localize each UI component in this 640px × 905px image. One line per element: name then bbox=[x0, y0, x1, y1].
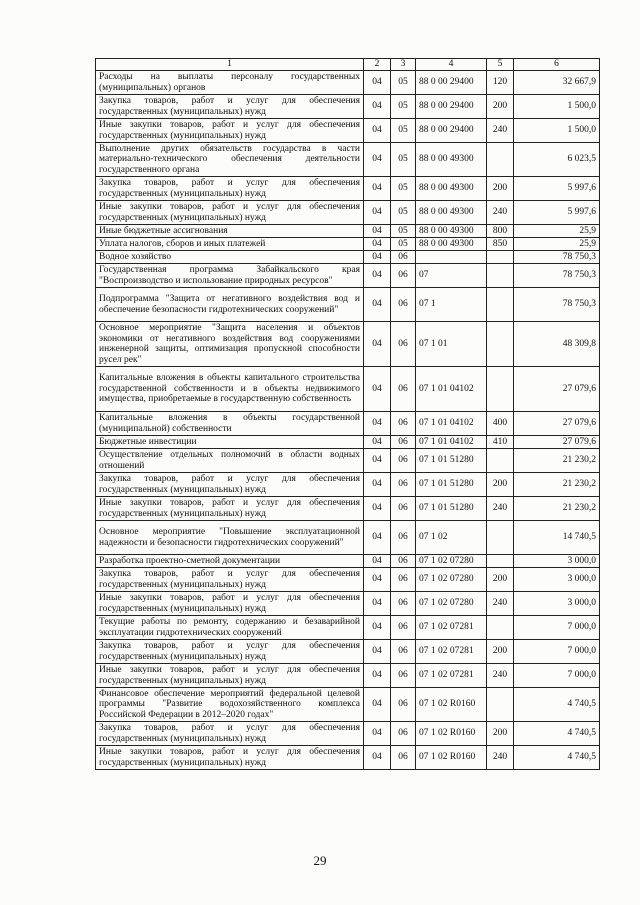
section-code: 04 bbox=[364, 555, 391, 568]
table-row bbox=[96, 746, 600, 770]
expense-item-name: Основное мероприятие "Защита населения и объектов экономики от негативного воздействия вод сооружениями инженерной защиты, оптимизация пропускной способности русел рек" bbox=[96, 322, 364, 367]
subsection-code: 05 bbox=[391, 95, 416, 119]
subsection-code: 06 bbox=[391, 688, 416, 722]
expense-type-code: 240 bbox=[487, 592, 514, 616]
amount-value: 78 750,3 bbox=[514, 264, 600, 288]
table-row bbox=[96, 473, 600, 497]
amount-value: 4 740,5 bbox=[514, 688, 600, 722]
amount-value: 1 500,0 bbox=[514, 119, 600, 143]
section-code: 04 bbox=[364, 225, 391, 238]
expense-item-name: Капитальные вложения в объекты капитального строительства государственной собственности и в объекты недвижимого имущества, приобретаемые в государственную собственность bbox=[96, 367, 364, 412]
section-code: 04 bbox=[364, 449, 391, 473]
subsection-code: 06 bbox=[391, 616, 416, 640]
section-code: 04 bbox=[364, 412, 391, 436]
target-article-code: 88 0 00 49300 bbox=[416, 201, 487, 225]
section-code: 04 bbox=[364, 119, 391, 143]
subsection-code: 06 bbox=[391, 664, 416, 688]
section-code: 04 bbox=[364, 592, 391, 616]
target-article-code: 88 0 00 49300 bbox=[416, 238, 487, 251]
table-row bbox=[96, 436, 600, 449]
subsection-code: 06 bbox=[391, 568, 416, 592]
expense-type-code bbox=[487, 367, 514, 412]
expense-type-code: 200 bbox=[487, 95, 514, 119]
section-code: 04 bbox=[364, 497, 391, 521]
section-code: 04 bbox=[364, 473, 391, 497]
subsection-code: 06 bbox=[391, 521, 416, 555]
table-row bbox=[96, 71, 600, 95]
table-row bbox=[96, 412, 600, 436]
target-article-code: 07 1 02 R0160 bbox=[416, 746, 487, 770]
expense-type-code bbox=[487, 616, 514, 640]
table-row bbox=[96, 251, 600, 264]
table-row bbox=[96, 521, 600, 555]
table-row bbox=[96, 497, 600, 521]
table-row bbox=[96, 288, 600, 322]
section-code: 04 bbox=[364, 71, 391, 95]
target-article-code: 07 1 02 R0160 bbox=[416, 722, 487, 746]
target-article-code: 88 0 00 29400 bbox=[416, 119, 487, 143]
expense-item-name: Водное хозяйство bbox=[96, 251, 364, 264]
target-article-code: 88 0 00 29400 bbox=[416, 95, 487, 119]
expense-type-code bbox=[487, 322, 514, 367]
subsection-code: 06 bbox=[391, 449, 416, 473]
table-row bbox=[96, 367, 600, 412]
table-row bbox=[96, 201, 600, 225]
expense-type-code: 410 bbox=[487, 436, 514, 449]
subsection-code: 06 bbox=[391, 640, 416, 664]
expense-item-name: Закупка товаров, работ и услуг для обеспечения государственных (муниципальных) нужд bbox=[96, 177, 364, 201]
subsection-code: 06 bbox=[391, 412, 416, 436]
target-article-code: 88 0 00 29400 bbox=[416, 71, 487, 95]
target-article-code: 07 1 01 04102 bbox=[416, 367, 487, 412]
section-code: 04 bbox=[364, 367, 391, 412]
section-code: 04 bbox=[364, 322, 391, 367]
subsection-code: 06 bbox=[391, 592, 416, 616]
amount-value: 21 230,2 bbox=[514, 497, 600, 521]
target-article-code: 07 1 02 07280 bbox=[416, 592, 487, 616]
expense-type-code: 240 bbox=[487, 497, 514, 521]
column-header-3: 3 bbox=[391, 59, 416, 71]
table-row bbox=[96, 592, 600, 616]
amount-value: 21 230,2 bbox=[514, 473, 600, 497]
target-article-code: 88 0 00 49300 bbox=[416, 143, 487, 177]
expense-type-code: 800 bbox=[487, 225, 514, 238]
subsection-code: 06 bbox=[391, 251, 416, 264]
target-article-code: 07 bbox=[416, 264, 487, 288]
subsection-code: 05 bbox=[391, 177, 416, 201]
table-row bbox=[96, 238, 600, 251]
column-header-4: 4 bbox=[416, 59, 487, 71]
section-code: 04 bbox=[364, 143, 391, 177]
amount-value: 78 750,3 bbox=[514, 288, 600, 322]
target-article-code: 07 1 bbox=[416, 288, 487, 322]
column-header-5: 5 bbox=[487, 59, 514, 71]
expense-item-name: Подпрограмма "Защита от негативного воздействия вод и обеспечение безопасности гидротехнических сооружений" bbox=[96, 288, 364, 322]
table-row bbox=[96, 264, 600, 288]
amount-value: 4 740,5 bbox=[514, 722, 600, 746]
column-header-6: 6 bbox=[514, 59, 600, 71]
amount-value: 5 997,6 bbox=[514, 177, 600, 201]
section-code: 04 bbox=[364, 177, 391, 201]
budget-table bbox=[95, 58, 600, 770]
subsection-code: 06 bbox=[391, 746, 416, 770]
subsection-code: 06 bbox=[391, 288, 416, 322]
expense-item-name: Иные бюджетные ассигнования bbox=[96, 225, 364, 238]
table-row bbox=[96, 688, 600, 722]
expense-type-code: 200 bbox=[487, 473, 514, 497]
expense-type-code bbox=[487, 264, 514, 288]
section-code: 04 bbox=[364, 746, 391, 770]
amount-value: 48 309,8 bbox=[514, 322, 600, 367]
expense-type-code bbox=[487, 288, 514, 322]
subsection-code: 06 bbox=[391, 264, 416, 288]
section-code: 04 bbox=[364, 238, 391, 251]
target-article-code: 07 1 02 07280 bbox=[416, 568, 487, 592]
target-article-code: 07 1 02 bbox=[416, 521, 487, 555]
subsection-code: 05 bbox=[391, 238, 416, 251]
target-article-code: 07 1 01 bbox=[416, 322, 487, 367]
subsection-code: 05 bbox=[391, 143, 416, 177]
expense-type-code bbox=[487, 688, 514, 722]
amount-value: 7 000,0 bbox=[514, 616, 600, 640]
page-number: 29 bbox=[313, 853, 327, 868]
amount-value: 25,9 bbox=[514, 225, 600, 238]
target-article-code: 07 1 02 07281 bbox=[416, 664, 487, 688]
section-code: 04 bbox=[364, 664, 391, 688]
section-code: 04 bbox=[364, 201, 391, 225]
section-code: 04 bbox=[364, 640, 391, 664]
section-code: 04 bbox=[364, 521, 391, 555]
expense-item-name: Закупка товаров, работ и услуг для обеспечения государственных (муниципальных) нужд bbox=[96, 722, 364, 746]
table-row bbox=[96, 119, 600, 143]
expense-type-code bbox=[487, 143, 514, 177]
subsection-code: 06 bbox=[391, 473, 416, 497]
table-body bbox=[96, 71, 600, 770]
expense-type-code bbox=[487, 521, 514, 555]
target-article-code: 07 1 01 51280 bbox=[416, 497, 487, 521]
amount-value: 3 000,0 bbox=[514, 555, 600, 568]
column-header-1: 1 bbox=[96, 59, 364, 71]
section-code: 04 bbox=[364, 688, 391, 722]
amount-value: 27 079,6 bbox=[514, 367, 600, 412]
section-code: 04 bbox=[364, 288, 391, 322]
expense-type-code: 240 bbox=[487, 119, 514, 143]
expense-item-name: Иные закупки товаров, работ и услуг для обеспечения государственных (муниципальных) нужд bbox=[96, 119, 364, 143]
subsection-code: 05 bbox=[391, 225, 416, 238]
target-article-code: 07 1 01 04102 bbox=[416, 436, 487, 449]
column-header-2: 2 bbox=[364, 59, 391, 71]
amount-value: 14 740,5 bbox=[514, 521, 600, 555]
expense-item-name: Иные закупки товаров, работ и услуг для обеспечения государственных (муниципальных) нужд bbox=[96, 746, 364, 770]
expense-item-name: Государственная программа Забайкальского края "Воспроизводство и использование природных ресурсов" bbox=[96, 264, 364, 288]
amount-value: 78 750,3 bbox=[514, 251, 600, 264]
column-number-row bbox=[96, 59, 600, 71]
section-code: 04 bbox=[364, 264, 391, 288]
expense-type-code: 850 bbox=[487, 238, 514, 251]
subsection-code: 06 bbox=[391, 436, 416, 449]
table-row bbox=[96, 664, 600, 688]
amount-value: 7 000,0 bbox=[514, 640, 600, 664]
subsection-code: 06 bbox=[391, 367, 416, 412]
target-article-code: 07 1 01 51280 bbox=[416, 449, 487, 473]
expense-item-name: Бюджетные инвестиции bbox=[96, 436, 364, 449]
subsection-code: 06 bbox=[391, 555, 416, 568]
table-row bbox=[96, 177, 600, 201]
expense-type-code bbox=[487, 251, 514, 264]
target-article-code: 07 1 02 R0160 bbox=[416, 688, 487, 722]
table-row bbox=[96, 616, 600, 640]
section-code: 04 bbox=[364, 436, 391, 449]
subsection-code: 05 bbox=[391, 201, 416, 225]
table-row bbox=[96, 640, 600, 664]
expense-item-name: Закупка товаров, работ и услуг для обеспечения государственных (муниципальных) нужд bbox=[96, 568, 364, 592]
subsection-code: 06 bbox=[391, 722, 416, 746]
amount-value: 21 230,2 bbox=[514, 449, 600, 473]
section-code: 04 bbox=[364, 616, 391, 640]
expense-type-code: 120 bbox=[487, 71, 514, 95]
expense-item-name: Текущие работы по ремонту, содержанию и безаварийной эксплуатации гидротехнических сооружений bbox=[96, 616, 364, 640]
table-row bbox=[96, 322, 600, 367]
amount-value: 6 023,5 bbox=[514, 143, 600, 177]
table-row bbox=[96, 95, 600, 119]
section-code: 04 bbox=[364, 251, 391, 264]
expense-item-name: Иные закупки товаров, работ и услуг для обеспечения государственных (муниципальных) нужд bbox=[96, 201, 364, 225]
expense-type-code: 240 bbox=[487, 746, 514, 770]
target-article-code: 88 0 00 49300 bbox=[416, 177, 487, 201]
expense-item-name: Разработка проектно-сметной документации bbox=[96, 555, 364, 568]
table-row bbox=[96, 449, 600, 473]
expense-item-name: Капитальные вложения в объекты государственной (муниципальной) собственности bbox=[96, 412, 364, 436]
target-article-code: 07 1 02 07281 bbox=[416, 616, 487, 640]
expense-type-code: 240 bbox=[487, 201, 514, 225]
target-article-code bbox=[416, 251, 487, 264]
amount-value: 3 000,0 bbox=[514, 592, 600, 616]
target-article-code: 07 1 01 04102 bbox=[416, 412, 487, 436]
amount-value: 4 740,5 bbox=[514, 746, 600, 770]
expense-item-name: Иные закупки товаров, работ и услуг для обеспечения государственных (муниципальных) нужд bbox=[96, 664, 364, 688]
section-code: 04 bbox=[364, 722, 391, 746]
table-row bbox=[96, 225, 600, 238]
expense-item-name: Иные закупки товаров, работ и услуг для обеспечения государственных (муниципальных) нужд bbox=[96, 497, 364, 521]
expense-type-code: 400 bbox=[487, 412, 514, 436]
expense-item-name: Осуществление отдельных полномочий в области водных отношений bbox=[96, 449, 364, 473]
subsection-code: 06 bbox=[391, 322, 416, 367]
expense-type-code: 200 bbox=[487, 177, 514, 201]
expense-item-name: Расходы на выплаты персоналу государственных (муниципальных) органов bbox=[96, 71, 364, 95]
target-article-code: 07 1 02 07280 bbox=[416, 555, 487, 568]
expense-type-code: 200 bbox=[487, 568, 514, 592]
expense-item-name: Закупка товаров, работ и услуг для обеспечения государственных (муниципальных) нужд bbox=[96, 640, 364, 664]
expense-item-name: Иные закупки товаров, работ и услуг для обеспечения государственных (муниципальных) нужд bbox=[96, 592, 364, 616]
section-code: 04 bbox=[364, 568, 391, 592]
subsection-code: 06 bbox=[391, 497, 416, 521]
subsection-code: 05 bbox=[391, 71, 416, 95]
amount-value: 32 667,9 bbox=[514, 71, 600, 95]
expense-type-code: 200 bbox=[487, 722, 514, 746]
amount-value: 27 079,6 bbox=[514, 436, 600, 449]
amount-value: 27 079,6 bbox=[514, 412, 600, 436]
amount-value: 25,9 bbox=[514, 238, 600, 251]
expense-item-name: Закупка товаров, работ и услуг для обеспечения государственных (муниципальных) нужд bbox=[96, 95, 364, 119]
expense-type-code bbox=[487, 449, 514, 473]
expense-item-name: Закупка товаров, работ и услуг для обеспечения государственных (муниципальных) нужд bbox=[96, 473, 364, 497]
target-article-code: 88 0 00 49300 bbox=[416, 225, 487, 238]
amount-value: 5 997,6 bbox=[514, 201, 600, 225]
table-row bbox=[96, 568, 600, 592]
target-article-code: 07 1 02 07281 bbox=[416, 640, 487, 664]
subsection-code: 05 bbox=[391, 119, 416, 143]
expense-item-name: Финансовое обеспечение мероприятий федеральной целевой программы "Развитие водохозяйственного комплекса Российской Федерации в 2012–2020 годах" bbox=[96, 688, 364, 722]
expense-item-name: Выполнение других обязательств государства в части материально-технического обеспечения деятельности государственного органа bbox=[96, 143, 364, 177]
section-code: 04 bbox=[364, 95, 391, 119]
amount-value: 7 000,0 bbox=[514, 664, 600, 688]
expense-type-code: 240 bbox=[487, 664, 514, 688]
expense-type-code: 200 bbox=[487, 640, 514, 664]
table-row bbox=[96, 143, 600, 177]
target-article-code: 07 1 01 51280 bbox=[416, 473, 487, 497]
expense-item-name: Основное мероприятие "Повышение эксплуатационной надежности и безопасности гидротехнических сооружений" bbox=[96, 521, 364, 555]
table-row bbox=[96, 555, 600, 568]
amount-value: 3 000,0 bbox=[514, 568, 600, 592]
expense-type-code bbox=[487, 555, 514, 568]
table-row bbox=[96, 722, 600, 746]
expense-item-name: Уплата налогов, сборов и иных платежей bbox=[96, 238, 364, 251]
amount-value: 1 500,0 bbox=[514, 95, 600, 119]
